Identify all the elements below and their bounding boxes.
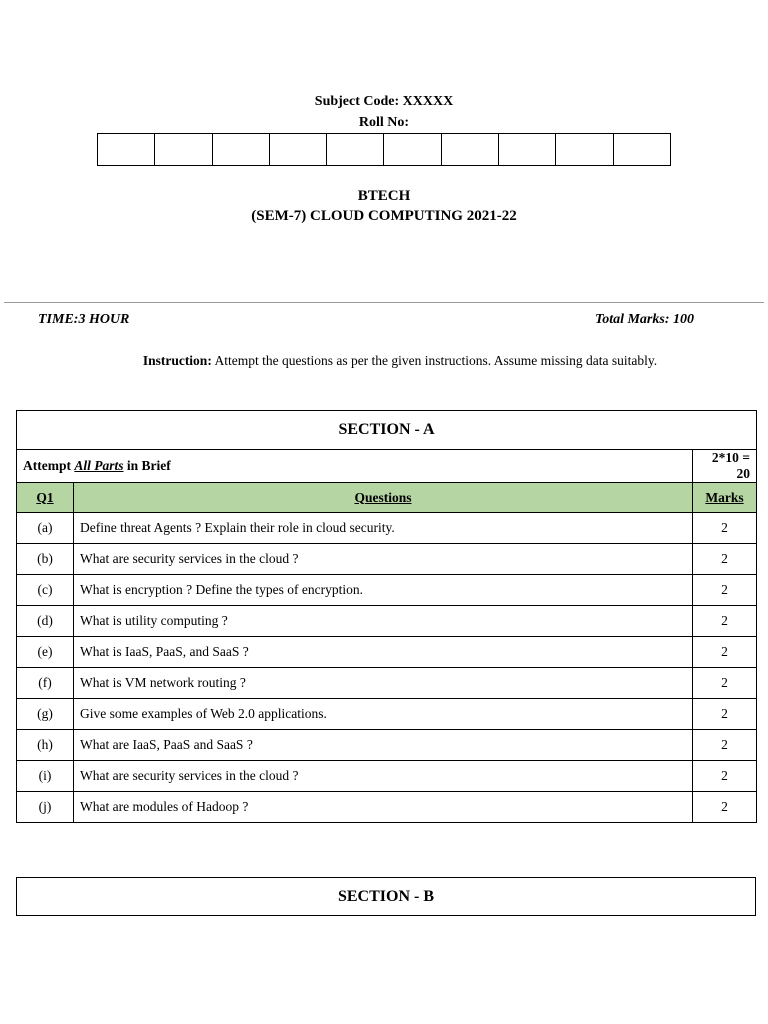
attempt-prefix: Attempt bbox=[23, 458, 75, 473]
question-number: (g) bbox=[17, 699, 74, 730]
question-number: (a) bbox=[17, 513, 74, 544]
table-row bbox=[17, 761, 757, 792]
exam-time: TIME:3 HOUR bbox=[38, 312, 130, 327]
question-number: (e) bbox=[17, 637, 74, 668]
question-marks: 2 bbox=[693, 606, 757, 637]
question-marks: 2 bbox=[693, 513, 757, 544]
question-text: What is encryption ? Define the types of encryption. bbox=[74, 575, 693, 606]
roll-digit-box[interactable] bbox=[98, 134, 155, 165]
roll-no-label: Roll No: bbox=[358, 115, 410, 130]
question-number: (b) bbox=[17, 544, 74, 575]
question-text: What are security services in the cloud ? bbox=[74, 761, 693, 792]
roll-digit-box[interactable] bbox=[384, 134, 441, 165]
roll-number-boxes bbox=[97, 133, 671, 166]
table-row bbox=[17, 575, 757, 606]
question-marks: 2 bbox=[693, 575, 757, 606]
section-a-title: SECTION - A bbox=[17, 411, 757, 450]
question-marks: 2 bbox=[693, 637, 757, 668]
question-marks: 2 bbox=[693, 792, 757, 823]
total-marks: Total Marks: 100 bbox=[594, 312, 694, 327]
question-marks: 2 bbox=[693, 544, 757, 575]
question-text: Define threat Agents ? Explain their role in cloud security. bbox=[74, 513, 693, 544]
question-number: (j) bbox=[17, 792, 74, 823]
question-text: What are IaaS, PaaS and SaaS ? bbox=[74, 730, 693, 761]
roll-digit-box[interactable] bbox=[614, 134, 670, 165]
instruction-text: Attempt the questions as per the given instructions. Assume missing data suitably. bbox=[211, 353, 658, 368]
table-row bbox=[17, 668, 757, 699]
program-title: BTECH bbox=[357, 188, 411, 204]
table-header-row bbox=[17, 483, 757, 513]
roll-digit-box[interactable] bbox=[499, 134, 556, 165]
question-marks: 2 bbox=[693, 761, 757, 792]
table-row bbox=[17, 513, 757, 544]
question-text: What are modules of Hadoop ? bbox=[74, 792, 693, 823]
question-number: (h) bbox=[17, 730, 74, 761]
roll-digit-box[interactable] bbox=[556, 134, 613, 165]
section-a-table bbox=[16, 410, 757, 823]
marks-formula: 2*10 = 20 bbox=[693, 450, 757, 483]
attempt-suffix: in Brief bbox=[123, 458, 171, 473]
question-marks: 2 bbox=[693, 699, 757, 730]
question-text: What is VM network routing ? bbox=[74, 668, 693, 699]
course-title: (SEM-7) CLOUD COMPUTING 2021-22 bbox=[251, 208, 517, 224]
header-questions: Questions bbox=[74, 483, 693, 513]
roll-digit-box[interactable] bbox=[327, 134, 384, 165]
question-text: What are security services in the cloud ? bbox=[74, 544, 693, 575]
table-row bbox=[17, 544, 757, 575]
roll-digit-box[interactable] bbox=[442, 134, 499, 165]
table-row bbox=[17, 730, 757, 761]
section-b-title: SECTION - B bbox=[16, 877, 756, 916]
question-number: (i) bbox=[17, 761, 74, 792]
header-divider bbox=[4, 302, 764, 303]
roll-digit-box[interactable] bbox=[155, 134, 212, 165]
instruction bbox=[0, 353, 768, 369]
question-text: What is utility computing ? bbox=[74, 606, 693, 637]
attempt-instruction bbox=[17, 450, 693, 483]
subject-code: Subject Code: XXXXX bbox=[314, 94, 454, 109]
table-row bbox=[17, 637, 757, 668]
question-marks: 2 bbox=[693, 730, 757, 761]
question-number: (d) bbox=[17, 606, 74, 637]
question-text: Give some examples of Web 2.0 applications. bbox=[74, 699, 693, 730]
question-text: What is IaaS, PaaS, and SaaS ? bbox=[74, 637, 693, 668]
table-row bbox=[17, 699, 757, 730]
table-row bbox=[17, 792, 757, 823]
roll-digit-box[interactable] bbox=[213, 134, 270, 165]
instruction-label: Instruction: bbox=[142, 353, 212, 368]
table-row bbox=[17, 606, 757, 637]
header-qno: Q1 bbox=[17, 483, 74, 513]
attempt-emphasis: All Parts bbox=[74, 458, 124, 473]
header-marks: Marks bbox=[693, 483, 757, 513]
question-number: (c) bbox=[17, 575, 74, 606]
question-number: (f) bbox=[17, 668, 74, 699]
roll-digit-box[interactable] bbox=[270, 134, 327, 165]
question-marks: 2 bbox=[693, 668, 757, 699]
